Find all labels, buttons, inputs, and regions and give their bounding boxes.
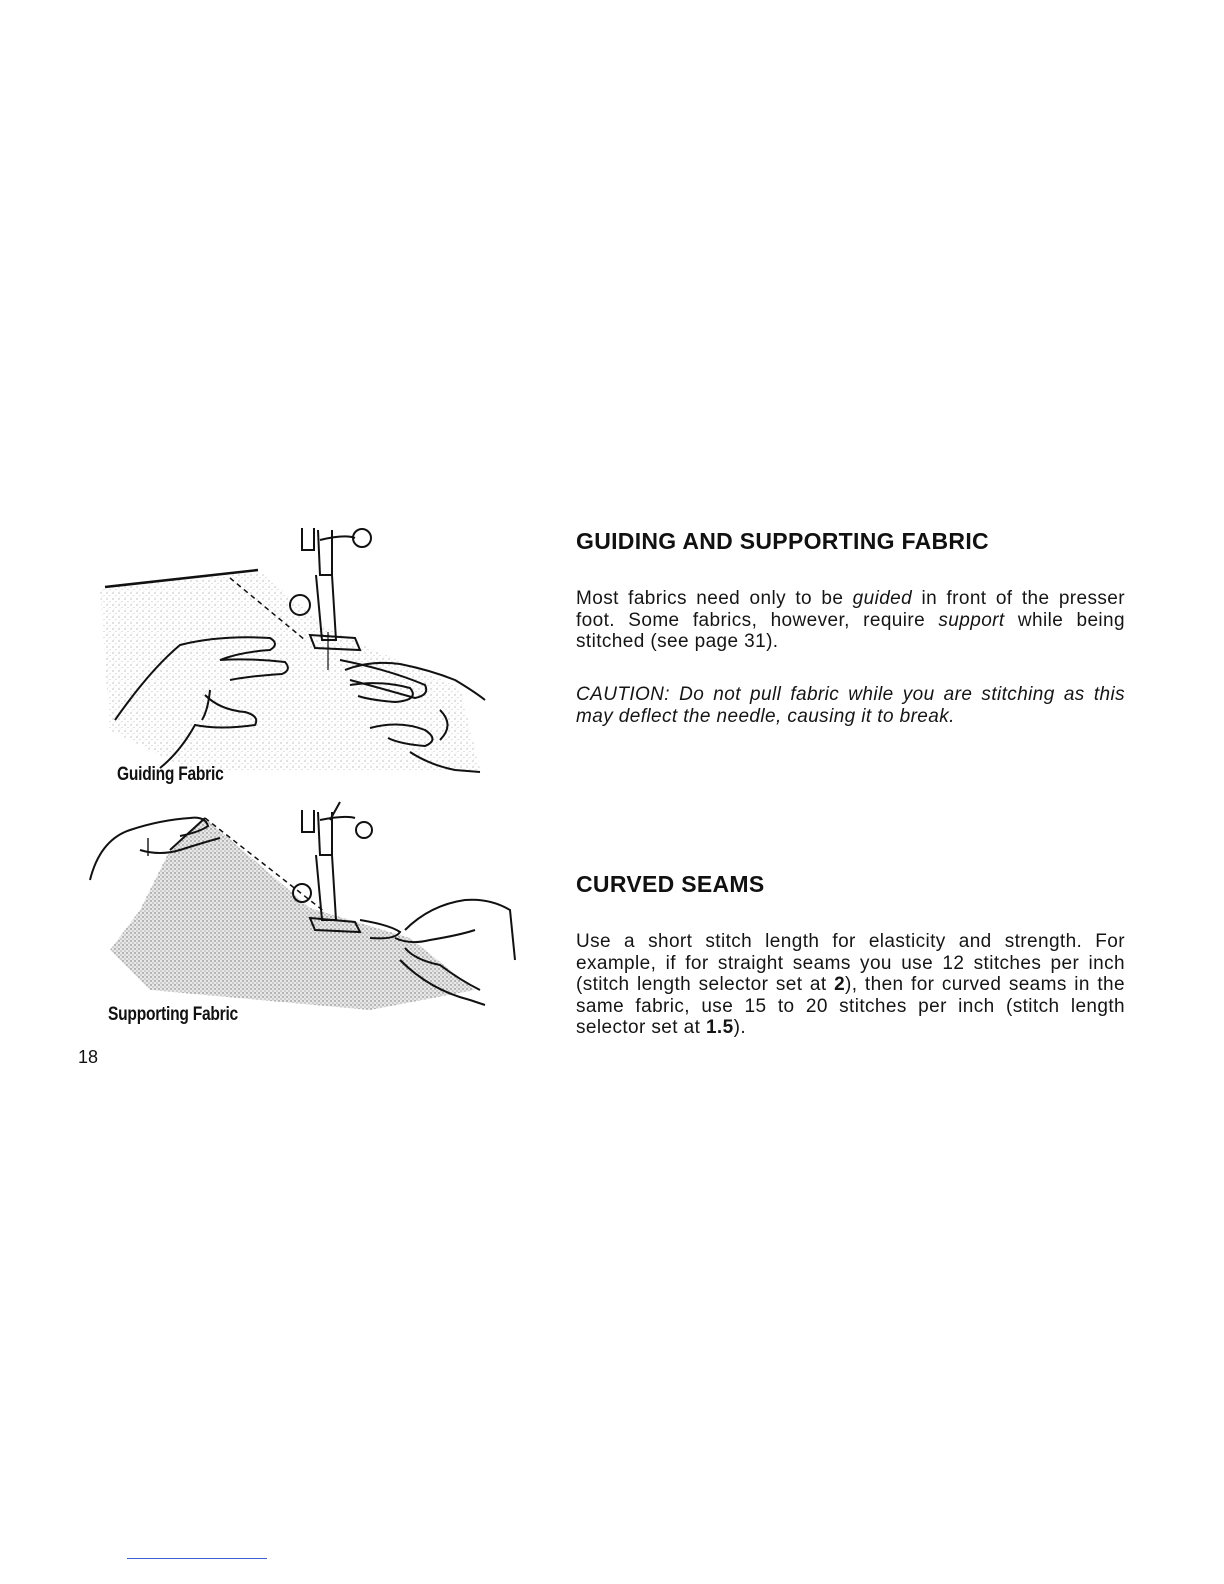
bold-value: 2 [834, 974, 846, 995]
text-run: while being stitched (see page 31). [576, 609, 1125, 652]
guiding-paragraph [576, 588, 1125, 653]
footer-rule [127, 1558, 267, 1559]
guiding-fabric-drawing [100, 528, 485, 772]
text-run: ). [733, 1017, 746, 1038]
text-run: ), then for curved seams in the same fabric, use 15 to 20 stitches per inch (stitch length selector set at [576, 974, 1125, 1038]
caution-paragraph: CAUTION: Do not pull fabric while you are stitching as this may deflect the needle, causing it to break. [576, 684, 1125, 727]
bold-value: 1.5 [705, 1017, 734, 1038]
page-number: 18 [78, 1047, 99, 1067]
guiding-fabric-caption: Guiding Fabric [117, 764, 224, 785]
emphasis-guided: guided [852, 588, 913, 609]
emphasis-support: support [938, 609, 1005, 631]
section-heading-guiding: GUIDING AND SUPPORTING FABRIC [576, 528, 989, 554]
supporting-fabric-drawing [90, 802, 515, 1010]
text-run: in front of the presser foot. Some fabrics, however, require [576, 588, 1125, 631]
text-run: Most fabrics need only to be [576, 588, 853, 609]
curved-seams-paragraph [576, 931, 1125, 1039]
section-heading-curved-seams: CURVED SEAMS [576, 871, 765, 897]
supporting-fabric-caption: Supporting Fabric [108, 1004, 238, 1025]
text-run: Use a short stitch length for elasticity and strength. For example, if for straight seams you use 12 stitches per inch (stitch length selector set at [576, 931, 1125, 995]
